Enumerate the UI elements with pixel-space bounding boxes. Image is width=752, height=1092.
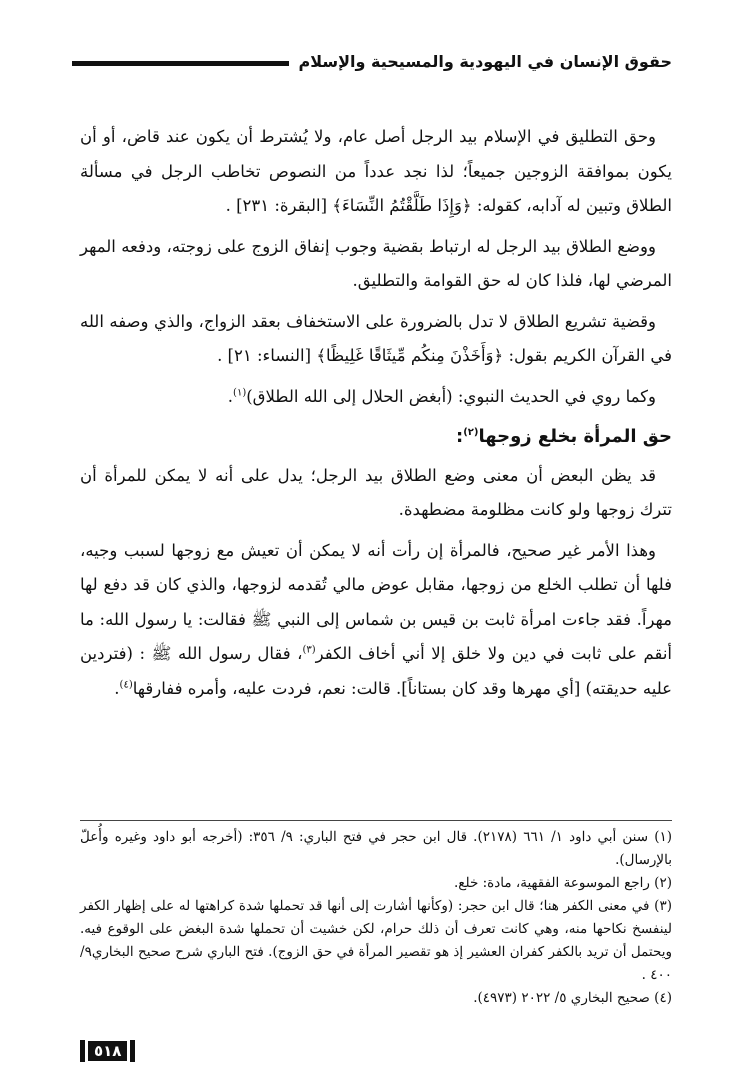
paragraph-6-part-b: ، فقال رسول الله ﷺ : (فتردين عليه حديقته) [أي مهرها وقد كان بستاناً]. قالت: نعم، فردت عليه، وأمره ففارقها — [80, 644, 672, 698]
main-text — [80, 120, 672, 712]
paragraph-4 — [80, 380, 672, 415]
paragraph-6-part-a: وهذا الأمر غير صحيح، فالمرأة إن رأت أنه لا يمكن أن تعيش مع زوجها لسبب وجيه، فلها أن تطلب الخلع من زوجها، مقابل عوض مالي تُقدمه لزوجها، والذي كان قد دفع لها مهراً. فقد جاءت امرأة ثابت بن قيس بن شماس إلى النبي ﷺ فقالت: يا رسول الله: ما أنقم على ثابت في دين ولا خلق إلا أني أخاف الكفر — [80, 540, 672, 663]
footnotes — [80, 826, 672, 1010]
paragraph-3: وقضية تشريع الطلاق لا تدل بالضرورة على الاستخفاف بعقد الزواج، والذي وصفه الله في القرآن الكريم بقول: ﴿وَأَخَذْنَ مِنكُم مِّيثَاقًا غَلِيظًا﴾ [النساء: ٢١] . — [80, 311, 672, 365]
page-number-bar-right — [130, 1040, 135, 1062]
footnote-3: (٣) في معنى الكفر هنا؛ قال ابن حجر: (وكأنها أشارت إلى أنها قد تحملها شدة كراهتها له على إظهار الكفر لينفسخ نكاحها منه، وهي كانت تعرف أن ذلك حرام، لكن خشيت أن تحملها شدة البغض على الوقوع فيه. ويحتمل أن تريد بالكفر كفران العشير إذ هو تقصير المرأة في حق الزوج). فتح الباري شرح صحيح البخاري٩/ ٤٠٠ . — [80, 898, 672, 983]
paragraph-6 — [80, 534, 672, 707]
footnote-divider — [80, 820, 672, 821]
page-number-bar-left — [80, 1040, 85, 1062]
footnote-1: (١) سنن أبي داود ١/ ٦٦١ (٢١٧٨). قال ابن حجر في فتح الباري: ٩/ ٣٥٦: (أخرجه أبو داود وغيره وأُعلّ بالإرسال). — [80, 829, 673, 868]
footnote-ref-3: (٣) — [302, 644, 316, 656]
page-number: ٥١٨ — [88, 1041, 127, 1061]
paragraph-5: قد يظن البعض أن معنى وضع الطلاق بيد الرجل؛ يدل على أنه لا يمكن للمرأة أن تترك زوجها ولو كانت مظلومة مضطهدة. — [80, 465, 672, 519]
footnote-ref-4: (٤) — [119, 679, 133, 690]
paragraph-4-text: وكما روي في الحديث النبوي: (أبغض الحلال إلى الله الطلاق) — [246, 386, 656, 406]
section-heading-text: حق المرأة بخلع زوجها — [478, 426, 672, 447]
header-rule — [72, 61, 289, 66]
paragraph-4-end: . — [227, 386, 234, 406]
paragraph-1: وحق التطليق في الإسلام بيد الرجل أصل عام، ولا يُشترط أن يكون عند قاض، أو أن يكون بموافقة الزوجين جميعاً؛ لذا نجد عدداً من النصوص تخاطب الرجل في مسألة الطلاق وتبين له آدابه، كقوله: ﴿وَإِذَا طَلَّقْتُمُ النِّسَاءَ﴾ [البقرة: ٢٣١] . — [80, 127, 672, 215]
paragraph-2: ووضع الطلاق بيد الرجل له ارتباط بقضية وجوب إنفاق الزوج على زوجته، ودفعه المهر المرضي لها، فلذا كان له حق القوامة والتطليق. — [80, 236, 672, 290]
footnote-4: (٤) صحيح البخاري ٥/ ٢٠٢٢ (٤٩٧٣). — [473, 990, 672, 1006]
footnote-ref-1: (١) — [233, 387, 247, 398]
running-header — [72, 46, 672, 76]
section-heading-end: : — [456, 426, 464, 447]
footnote-2: (٢) راجع الموسوعة الفقهية، مادة: خلع. — [454, 875, 672, 891]
footnote-ref-2: (٢) — [463, 427, 479, 438]
header-title: حقوق الإنسان في اليهودية والمسيحية والإسلام — [298, 51, 672, 71]
section-heading — [80, 420, 672, 455]
page-number-block — [80, 1040, 135, 1062]
paragraph-6-end: . — [114, 678, 120, 698]
